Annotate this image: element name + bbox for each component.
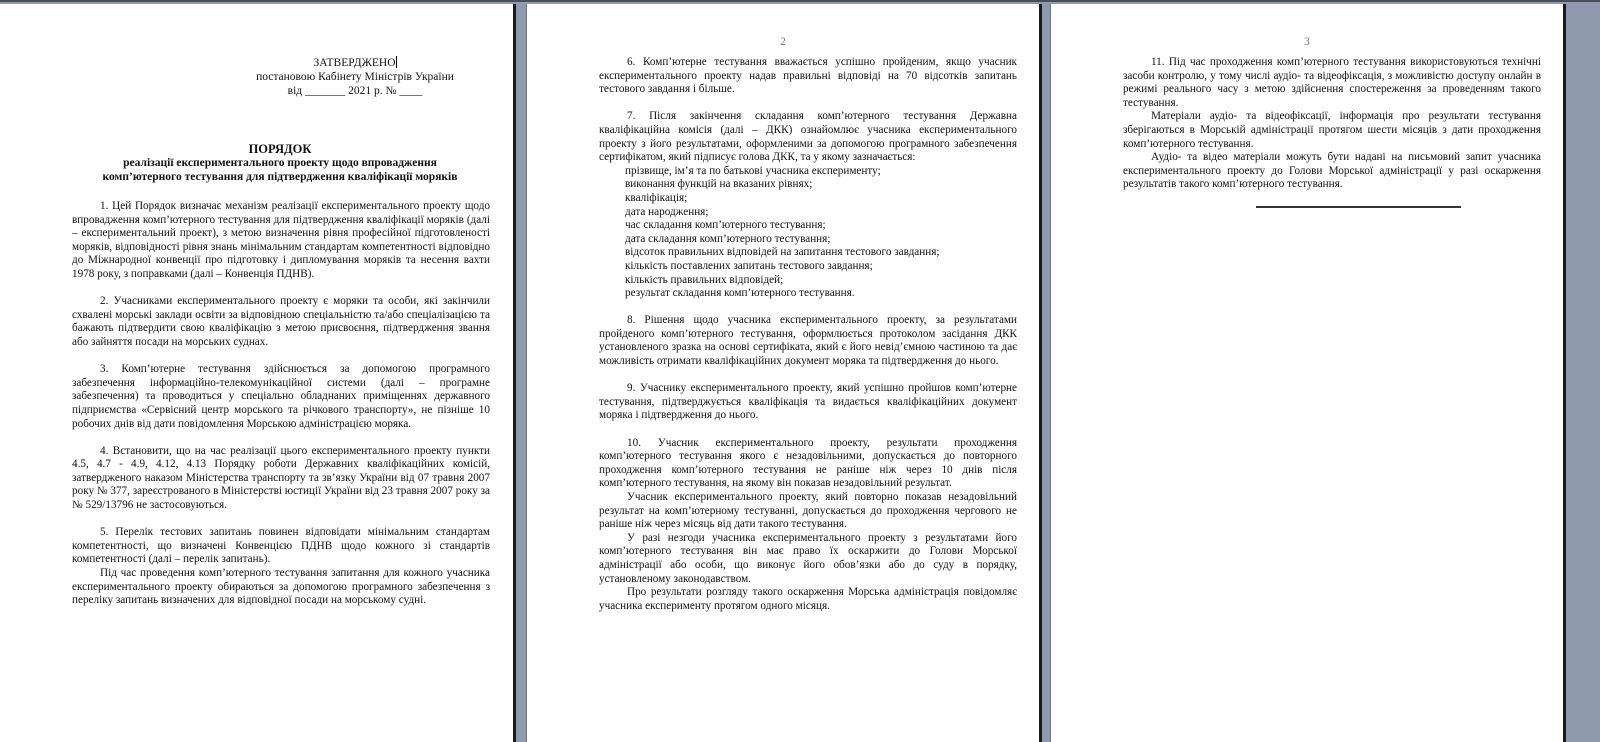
- list-item: кваліфікація;: [625, 191, 688, 204]
- page-3-body: [1123, 56, 1541, 192]
- paragraph-7: 7. Після закінчення складання комп’ютерного тестування Державна кваліфікаційна комісія (далі – ДКК) ознайомлює учасника експериментального проекту з його результатами, оформленими за допомогою програмного забезпечення сертифікатом, який підписує голова ДКК, та у якому зазначається:: [599, 110, 1017, 164]
- paragraph-11-cont-1: Матеріали аудіо- та відеофіксації, інформація про результати тестування зберігаються в Морській адміністрації протягом шести місяців з дати проходження комп’ютерного тестування.: [1123, 110, 1541, 150]
- approval-date: від _______ 2021 р. № ____: [287, 85, 423, 97]
- document-title: [60, 142, 500, 184]
- certificate-fields-list: [599, 165, 1017, 301]
- paragraph-1: 1. Цей Порядок визначає механізм реалізації експериментального проекту щодо впровадження комп’ютерного тестування для підтвердження кваліфікації моряків (далі – експериментальний проект), з метою визначення рівня професійної підготовленості моряків, відповідності рівня знань мінімальним стандартам компетентності відповідно до Міжнародної конвенції про підготовку і дипломування моряків та несення вахти 1978 року, з поправками (далі – Конвенція ПДНВ).: [72, 200, 490, 280]
- end-of-document-rule: [1256, 206, 1461, 208]
- paragraph-10-cont-2: У разі незгоди учасника експериментального проекту з результатами його комп’ютерного тестування він має право їх оскаржити до Голови Морської адміністрації або особи, що виконує його обов’язки або до суду в порядку, установленому законодавством.: [599, 531, 1017, 585]
- text-cursor: [396, 56, 397, 68]
- list-item: кількість правильних відповідей;: [625, 273, 784, 286]
- paragraph-9: 9. Учаснику експериментального проекту, який успішно пройшов комп’ютерне тестування, підтверджується кваліфікація та видається кваліфікаційних документ моряка і підтвердження до нього.: [599, 382, 1017, 422]
- page-1[interactable]: [0, 4, 516, 742]
- title-main: ПОРЯДОК: [248, 142, 312, 156]
- title-subtitle-2: комп’ютерного тестування для підтвердження кваліфікації моряків: [102, 171, 458, 183]
- paragraph-5: 5. Перелік тестових запитань повинен відповідати мінімальним стандартам компетентності, що визначені Конвенцією ПДНВ щодо кожного зі стандартів компетентності (далі – перелік запитань).: [72, 526, 490, 566]
- page-1-body: [72, 200, 490, 608]
- list-item: кількість поставлених запитань тестового завдання;: [625, 259, 873, 272]
- paragraph-11: 11. Під час проходження комп’ютерного тестування використовуються технічні засоби контролю, у тому числі аудіо- та відеофіксація, з можливістю доступу онлайн в режимі реального часу з метою здійснення спостереження за проведенням такого тестування.: [1123, 56, 1541, 109]
- paragraph-10: 10. Учасник експериментального проекту, результати проходження комп’ютерного тестування якого є незадовільними, допускається до повторного проходження комп’ютерного тестування не раніше ніж через 10 днів після комп’ютерного тестування, на якому він показав незадовільний результат.: [599, 436, 1017, 490]
- page-number: 3: [1304, 36, 1310, 48]
- paragraph-5-cont: Під час проведення комп’ютерного тестування запитання для кожного учасника експериментального проекту обираються за допомогою програмного забезпечення з переліку запитань визначених для відповідної посади на морському судні.: [72, 567, 490, 607]
- paragraph-10-cont-1: Учасник експериментального проекту, який повторно показав незадовільний результат на комп’ютерному тестуванні, допускається до проходження чергового не раніше ніж через місяць від дати такого тестування.: [599, 491, 1017, 531]
- paragraph-3: 3. Комп’ютерне тестування здійснюється за допомогою програмного забезпечення інформаційно-телекомунікаційної системи (далі – програмне забезпечення) та проводиться у спеціально обладнаних приміщеннях державного підприємства «Сервісний центр морського та річкового транспорту», не пізніше 10 робочих днів від дати повідомлення Морською адміністрацією моряка.: [72, 363, 490, 430]
- page-2[interactable]: [526, 4, 1042, 742]
- approval-heading: ЗАТВЕРДЖЕНО: [313, 57, 396, 69]
- list-item: прізвище, ім’я та по батькові учасника експерименту;: [625, 164, 881, 177]
- page-3[interactable]: [1050, 4, 1566, 742]
- paragraph-4: 4. Встановити, що на час реалізації цього експериментального проекту пункти 4.5, 4.7 - 4.9, 4.12, 4.13 Порядку роботи Державних кваліфікаційних комісій, затвердженого наказом Міністерства транспорту та зв’язку України від 07 травня 2007 року № 377, зареєстрованого в Міністерстві юстиції України від 23 травня 2007 року за № 529/13796 не застосовуються.: [72, 444, 490, 512]
- paragraph-10-cont-3: Про результати розгляду такого оскарження Морська адміністрація повідомляє учасника експерименту протягом одного місяця.: [599, 586, 1017, 612]
- paragraph-8: 8. Рішення щодо учасника експериментального проекту, за результатами пройденого комп’ютерного тестування, оформлюється протоколом засідання ДКК установленого зразка на основі сертифіката, який є його невід’ємною частиною та дає можливість отримати кваліфікаційних документ моряка та підтвердження до нього.: [599, 314, 1017, 368]
- list-item: дата складання комп’ютерного тестування;: [625, 232, 831, 245]
- list-item: час складання комп’ютерного тестування;: [625, 219, 826, 232]
- page-number: 2: [780, 36, 786, 48]
- list-item: виконання функцій на вказаних рівнях;: [625, 178, 813, 191]
- paragraph-2: 2. Учасниками експериментального проекту є моряки та особи, які закінчили схвалені морські заклади освіти за відповідною спеціальністю та/або спеціалізацією та бажають підтвердити свою кваліфікацію з метою присвоєння, підтвердження звання або зайняття посади на морських суднах.: [72, 295, 490, 348]
- title-subtitle-1: реалізації експериментального проекту щодо впровадження: [123, 157, 437, 169]
- paragraph-6: 6. Комп’ютерне тестування вважається успішно пройденим, якщо учасник експериментального проекту надав правильні відповіді на 70 відсотків запитань тестового завдання і більше.: [599, 56, 1017, 96]
- paragraph-11-cont-2: Аудіо- та відео матеріали можуть бути надані на письмовий запит учасника експериментального проекту до Голови Морської адміністрації у разі оскарження результатів такого комп’ютерного тестування.: [1123, 151, 1541, 191]
- list-item: відсоток правильних відповідей на запитання тестового завдання;: [625, 246, 940, 259]
- approval-authority: постановою Кабінету Міністрів України: [256, 71, 454, 83]
- approval-stamp: [240, 56, 470, 98]
- page-2-body: [599, 56, 1017, 613]
- list-item: результат складання комп’ютерного тестування.: [625, 287, 855, 300]
- list-item: дата народження;: [625, 205, 709, 218]
